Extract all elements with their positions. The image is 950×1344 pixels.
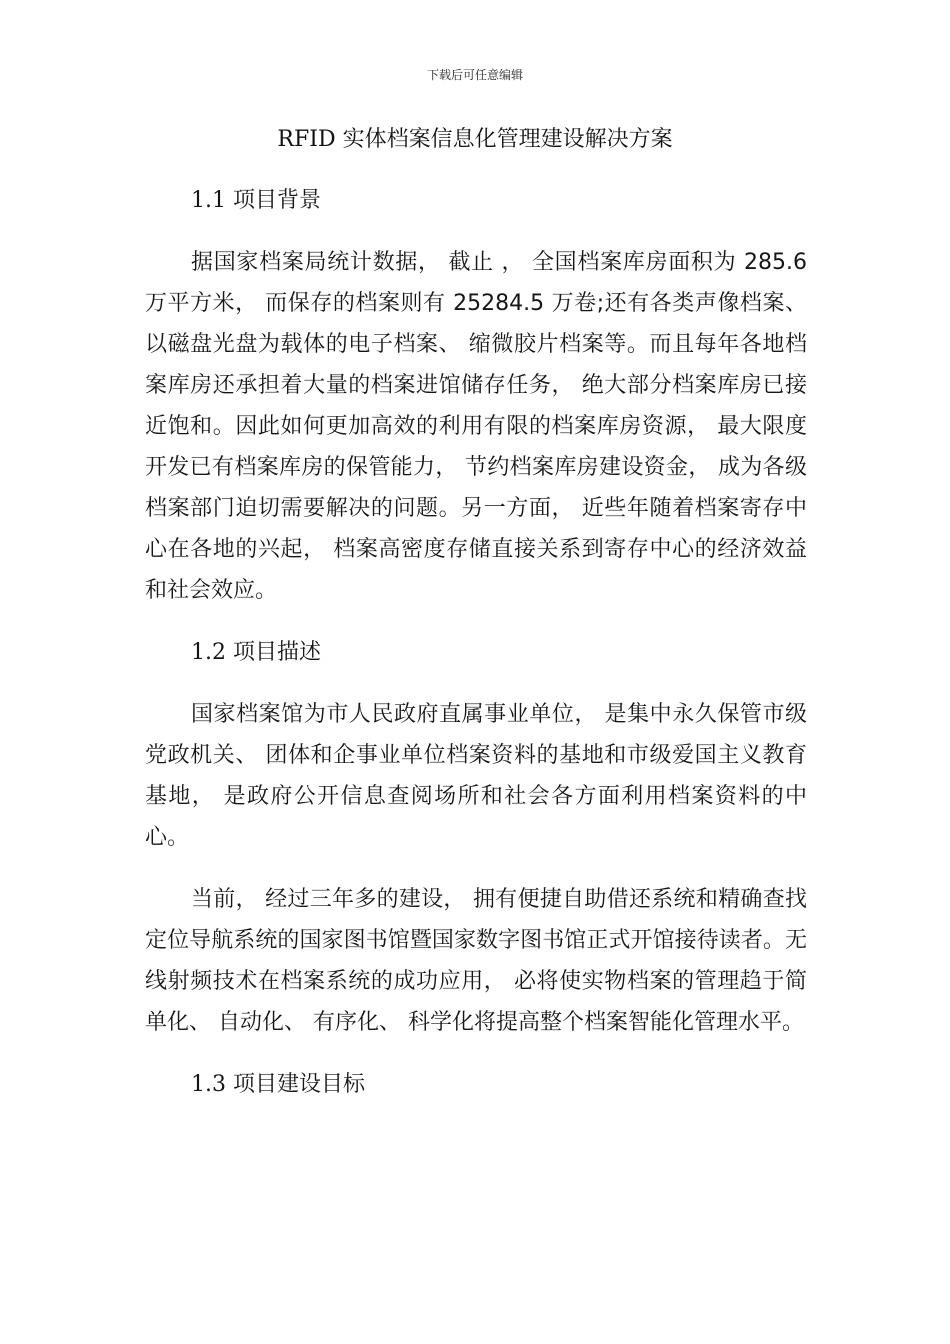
- spacer: [145, 858, 807, 879]
- section-heading-background: 1.1 项目背景: [191, 188, 321, 213]
- paragraph-description-1: 国家档案馆为市人民政府直属事业单位， 是集中永久保管市级党政机关、 团体和企事业单位档案资料的基地和市级爱国主义教育基地， 是政府公开信息查阅场所和社会各方面利用档案资料的中心。: [145, 702, 807, 850]
- paragraph-description-2: 当前， 经过三年多的建设， 拥有便捷自助借还系统和精确查找定位导航系统的国家图书馆暨国家数字图书馆正式开馆接待读者。无线射频技术在档案系统的成功应用， 必将使实物档案的管理趋于简单化、 自动化、 有序化、 科学化将提高整个档案智能化管理水平。: [145, 887, 807, 1035]
- document-body: [145, 180, 807, 1105]
- section-heading-description: 1.2 项目描述: [191, 640, 321, 665]
- spacer: [145, 1043, 807, 1064]
- section-heading-goals: 1.3 项目建设目标: [191, 1072, 365, 1097]
- document-title: RFID 实体档案信息化管理建设解决方案: [277, 127, 673, 152]
- spacer: [145, 611, 807, 632]
- header-note: 下载后可任意编辑: [426, 68, 523, 82]
- spacer: [145, 221, 807, 242]
- spacer: [145, 673, 807, 694]
- paragraph-background: 据国家档案局统计数据， 截止 ， 全国档案库房面积为 285.6 万平方米， 而保存的档案则有 25284.5 万卷;还有各类声像档案、 以磁盘光盘为载体的电子档案、 缩微胶片档案等。而且每年各地档案库房还承担着大量的档案进馆储存任务， 绝大部分档案库房已接近饱和。因此如何更加高效的利用有限的档案库房资源， 最大限度开发已有档案库房的保管能力， 节约档案库房建设资金， 成为各级档案部门迫切需要解决的问题。另一方面， 近些年随着档案寄存中心在各地的兴起， 档案高密度存储直接关系到寄存中心的经济效益和社会效应。: [145, 250, 807, 603]
